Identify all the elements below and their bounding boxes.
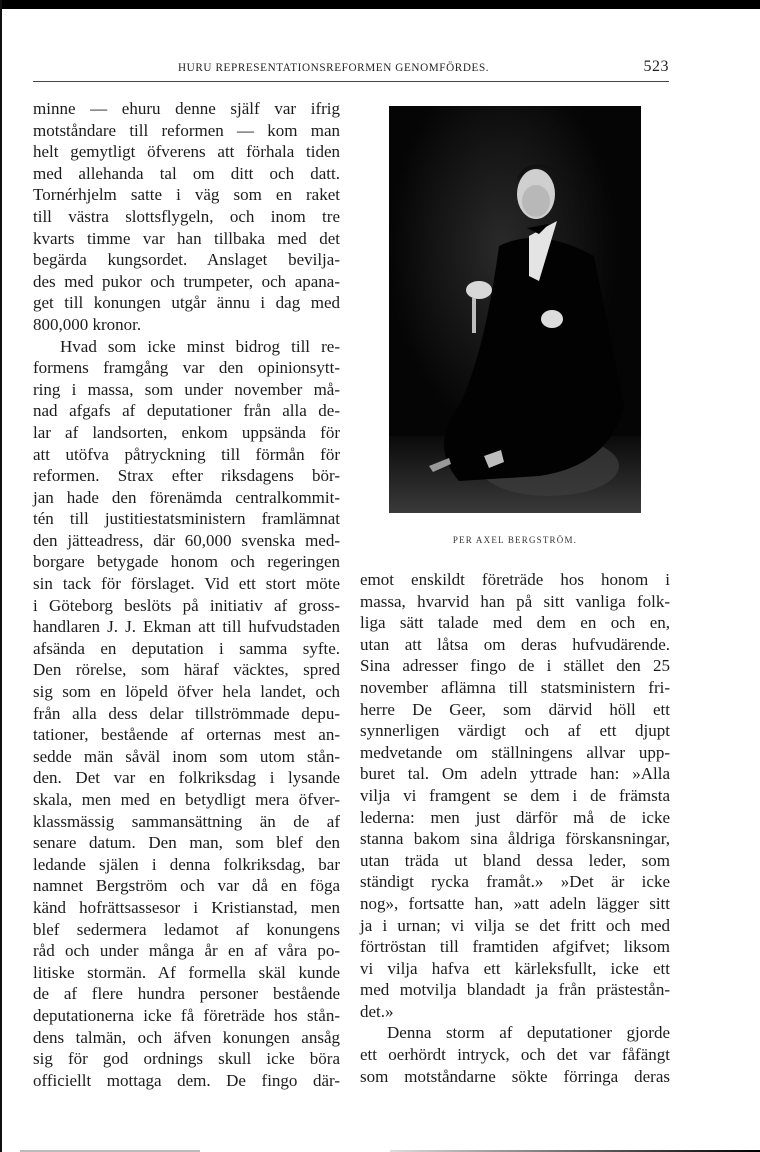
text-line: des med pukor och trumpeter, och apana- xyxy=(33,271,340,291)
text-line: officiellt mottaga dem. De fingo där- xyxy=(33,1070,340,1090)
text-line: begärda kungsordet. Anslaget bevilja- xyxy=(33,250,340,270)
text-line: dens talmän, och äfven konungen ansåg xyxy=(33,1027,340,1047)
running-header xyxy=(33,58,669,82)
text-line: stanna bakom sina åldriga förskansningar, xyxy=(360,829,670,849)
text-line: blef sedermera ledamot af konungens xyxy=(33,919,340,939)
text-line: känd hofrättsassesor i Kristianstad, men xyxy=(33,897,340,917)
text-line: sedde män såväl inom som utom stån- xyxy=(33,746,340,766)
portrait-photo xyxy=(389,106,641,513)
text-line: lar af landsorten, enkom uppsända för xyxy=(33,422,340,442)
scan-border-top xyxy=(0,0,760,9)
text-line: nad afgafs af deputationer från alla de- xyxy=(33,401,340,421)
text-line: herre De Geer, som därvid höll ett xyxy=(360,699,670,719)
text-line: tationer, bestående af orternas mest an- xyxy=(33,725,340,745)
paragraph-start-line: Denna storm af deputationer gjorde xyxy=(387,1023,670,1043)
text-line: de af flere hundra personer bestående xyxy=(33,984,340,1004)
text-line: råd och under många år en af våra po- xyxy=(33,941,340,961)
text-line: sig som en löpeld öfver hela landet, och xyxy=(33,682,340,702)
text-line: ledande själen i denna folkriksdag, bar xyxy=(33,854,340,874)
text-line: den. Det var en folkriksdag i lysande xyxy=(33,768,340,788)
text-line: november aflämna till statsministern fri- xyxy=(360,677,670,697)
text-line: borgare betygade honom och regeringen xyxy=(33,552,340,572)
text-line: utan träda ut bland dessa leder, som xyxy=(360,850,670,870)
figure-caption: PER AXEL BERGSTRÖM. xyxy=(452,535,578,545)
text-line: buret tal. Om adeln yttrade han: »Alla xyxy=(360,764,670,784)
text-line: sin tack för förslaget. Vid ett stort möte xyxy=(33,574,340,594)
text-line: deputationerna icke få företräde hos stån- xyxy=(33,1005,340,1025)
text-line: 800,000 kronor. xyxy=(33,314,142,334)
text-line: medvetande om ställningens allvar upp- xyxy=(360,742,670,762)
text-line: den jätteadress, där 60,000 svenska med- xyxy=(33,530,340,550)
text-line: ett oerhördt intryck, och det var fåfängt xyxy=(360,1045,670,1065)
text-line: med motvilja blandadt ja från prästestån- xyxy=(360,980,670,1000)
text-line: ja i urnan; vi vilja se det fritt och med xyxy=(360,915,670,935)
text-line: ständigt rycka framåt.» »Det är icke xyxy=(360,872,670,892)
text-line: senare datum. Den man, som blef den xyxy=(33,833,340,853)
left-column xyxy=(33,98,340,1091)
text-line: Tornérhjelm satte i väg som en raket xyxy=(33,185,340,205)
text-line: get till konungen utgår ännu i dag med xyxy=(33,293,340,313)
text-line: emot enskildt företräde hos honom i xyxy=(360,570,670,589)
text-line: jan hade den förenämda centralkommit- xyxy=(33,487,340,507)
text-line: förtröstan till framtiden afgifvet; liksom xyxy=(360,937,670,957)
paragraph-start-line: Hvad som icke minst bidrog till re- xyxy=(60,336,340,356)
text-line: reformen. Strax efter riksdagens bör- xyxy=(33,466,340,486)
scan-border-left xyxy=(0,0,2,1152)
text-line: nog», fortsatte han, »att adeln lägger sitt xyxy=(360,893,670,913)
text-line: i Göteborg beslöts på initiativ af gross- xyxy=(33,595,340,615)
portrait-image xyxy=(389,106,641,513)
text-line: det.» xyxy=(360,1001,394,1021)
text-line: sig för god ordnings skull icke böra xyxy=(33,1049,340,1069)
text-line: kvarts timme var han tillbaka med det xyxy=(33,228,340,248)
text-line: utan att låtsa om deras hufvudärende. xyxy=(360,634,670,654)
running-title: HURU REPRESENTATIONSREFORMEN GENOMFÖRDES. xyxy=(178,62,490,74)
text-line: massa, hvarvid han på sitt vanliga folk- xyxy=(360,591,670,611)
text-line: motståndare till reformen — kom man xyxy=(33,120,340,140)
text-line: klassmässig sammansättning än de af xyxy=(33,811,340,831)
text-line: litiske stormän. Af formella skäl kunde xyxy=(33,962,340,982)
text-line: med allehanda tal om ditt och datt. xyxy=(33,163,340,183)
header-rule xyxy=(33,81,669,82)
text-line: som motståndarne sökte förringa deras xyxy=(360,1066,670,1086)
text-line: namnet Bergström och var då en föga xyxy=(33,876,340,896)
text-line: Den rörelse, som häraf väcktes, spred xyxy=(33,660,340,680)
text-line: formens framgång var den opinionsytt- xyxy=(33,358,340,378)
text-line: tén till justitiestatsministern framlämnat xyxy=(33,509,340,529)
page-number: 523 xyxy=(643,58,669,75)
text-line: Sina adresser fingo de i stället den 25 xyxy=(360,656,670,676)
text-line: vi vilja hafva ett kärleksfullt, icke ett xyxy=(360,958,670,978)
text-line: synnerligen värdigt och af ett djupt xyxy=(360,721,670,741)
right-column xyxy=(360,569,670,1087)
text-line: afsända en deputation i samma syfte. xyxy=(33,638,340,658)
text-line: till västra slottsflygeln, och inom tre xyxy=(33,206,340,226)
text-line: från alla dess delar tillströmmade depu- xyxy=(33,703,340,723)
text-line: ring i massa, som under november må- xyxy=(33,379,340,399)
text-line: skala, men med en betydligt mera öfver- xyxy=(33,790,340,809)
text-line: vilja vi framgent se dem i de främsta xyxy=(360,785,670,805)
text-line: liga sätt talade med dem en och en, xyxy=(360,613,670,633)
text-line: att utöfva påtryckning till förmån för xyxy=(33,444,340,464)
text-line: handlaren J. J. Ekman att till hufvudstaden xyxy=(33,617,340,637)
text-line: lederna: men just därför må de icke xyxy=(360,807,670,827)
text-line: minne — ehuru denne själf var ifrig xyxy=(33,99,340,118)
text-line: helt gemytligt öfverens att förhala tiden xyxy=(33,142,340,162)
